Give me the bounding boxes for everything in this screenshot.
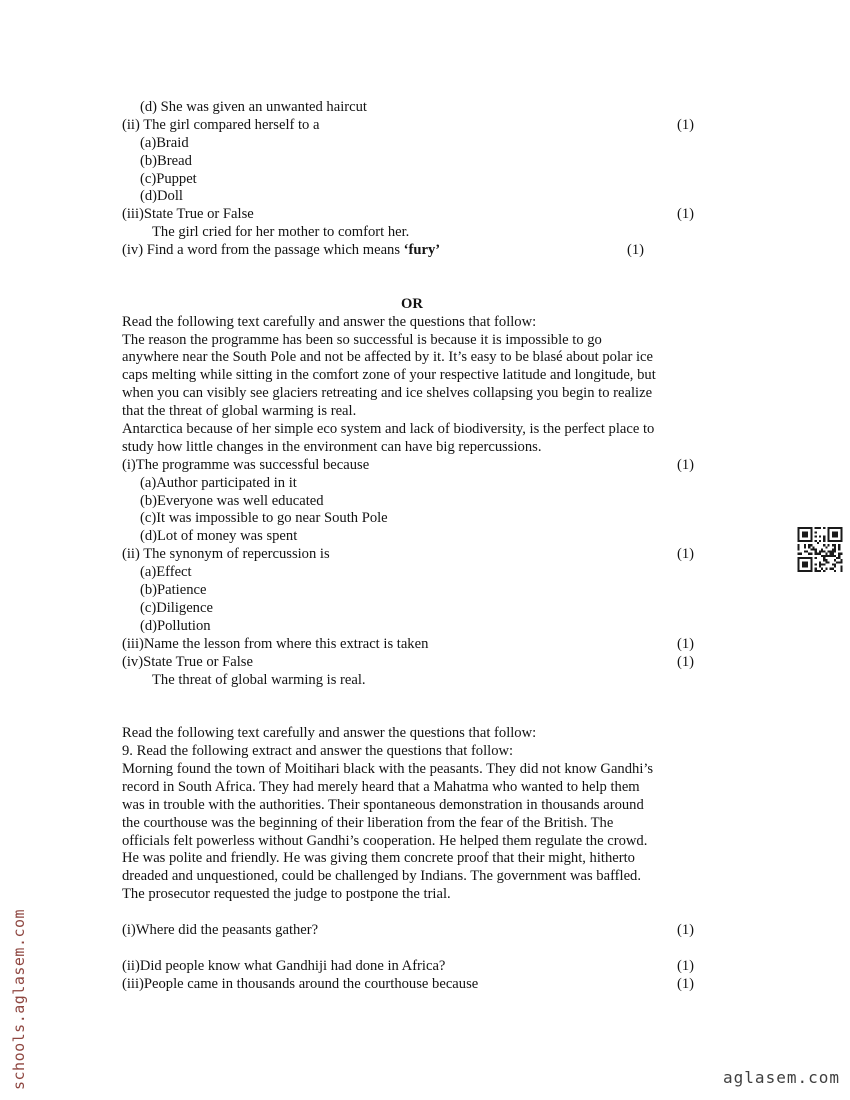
doc-line (122, 475, 702, 493)
doc-line (122, 385, 702, 403)
doc-line-text: (iv)State True or False (122, 653, 253, 670)
doc-line (122, 314, 702, 332)
marks-value: (1) (677, 653, 695, 670)
doc-line-text: The prosecutor requested the judge to postpone the trial. (122, 886, 451, 903)
doc-line-text: He was polite and friendly. He was giving them concrete proof that their might, hitherto (122, 850, 635, 867)
doc-line (122, 171, 702, 189)
doc-line-text: Read the following text carefully and answer the questions that follow: (122, 725, 537, 742)
doc-line-text: was in trouble with the authorities. Their spontaneous demonstration in thousands around (122, 796, 644, 813)
doc-line-text: that the threat of global warming is real. (122, 403, 357, 420)
marks-value: (1) (677, 975, 695, 992)
doc-line-text: when you can visibly see glaciers retreating and ice shelves collapsing you begin to realize (122, 385, 653, 402)
doc-line (122, 332, 702, 350)
doc-line (122, 242, 702, 260)
doc-line (122, 206, 702, 224)
doc-line-text: officials felt powerless without Gandhi’s cooperation. He helped them regulate the crowd. (122, 832, 648, 849)
doc-line-text: (d)Doll (140, 188, 183, 205)
doc-line-text: dreaded and unquestioned, could be challenged by Indians. The government was baffled. (122, 868, 641, 885)
doc-line-text: (ii) The synonym of repercussion is (122, 546, 330, 563)
doc-line (122, 224, 702, 242)
doc-line (122, 403, 702, 421)
doc-line-text: (d)Lot of money was spent (140, 528, 298, 545)
doc-line (122, 135, 702, 153)
doc-line-text: (i)The programme was successful because (122, 456, 370, 473)
doc-line (122, 528, 702, 546)
doc-line (122, 833, 702, 851)
doc-line (122, 672, 702, 690)
doc-line-text: study how little changes in the environment can have big repercussions. (122, 438, 542, 455)
doc-line-text: (c)Puppet (140, 170, 197, 187)
doc-line (122, 546, 702, 564)
doc-line-text: record in South Africa. They had merely heard that a Mahatma who wanted to help them (122, 778, 640, 795)
doc-line-text: caps melting while sitting in the comfort zone of your respective latitude and longitude, but (122, 367, 656, 384)
doc-line-text: 9. Read the following extract and answer the questions that follow: (122, 743, 514, 760)
doc-line-text: the courthouse was the beginning of their liberation from the fear of the British. The (122, 814, 614, 831)
doc-line (122, 510, 702, 528)
doc-line (122, 618, 702, 636)
doc-line-text: The girl cried for her mother to comfort her. (152, 224, 410, 241)
doc-blank-line (122, 940, 702, 958)
doc-line-text: (c)It was impossible to go near South Pole (140, 510, 388, 527)
doc-line-text: The threat of global warming is real. (152, 671, 366, 688)
doc-line (122, 958, 702, 976)
doc-line (122, 815, 702, 833)
doc-line-text: anywhere near the South Pole and not be affected by it. It’s easy to be blasé about polar ice (122, 349, 654, 366)
doc-line (122, 188, 702, 206)
doc-line (122, 153, 702, 171)
doc-line-text: (iii)People came in thousands around the courthouse because (122, 975, 479, 992)
doc-line (122, 117, 702, 135)
doc-line-text: Antarctica because of her simple eco system and lack of biodiversity, is the perfect place to (122, 421, 655, 438)
doc-line (122, 367, 702, 385)
document-body (122, 99, 702, 994)
doc-line-text: (iii)State True or False (122, 206, 254, 223)
doc-line (122, 743, 702, 761)
doc-line (122, 439, 702, 457)
watermark-bottom-right: aglasem.com (723, 1068, 840, 1087)
doc-line-text: (i)Where did the peasants gather? (122, 921, 319, 938)
doc-line (122, 99, 702, 117)
doc-line-text: (iii)Name the lesson from where this extract is taken (122, 635, 429, 652)
doc-line (122, 600, 702, 618)
doc-line (122, 564, 702, 582)
doc-line-text: (d) She was given an unwanted haircut (140, 99, 367, 115)
doc-blank-line (122, 904, 702, 922)
doc-line-text: Read the following text carefully and answer the questions that follow: (122, 313, 537, 330)
qr-code-icon (795, 527, 845, 572)
doc-blank-line (122, 278, 702, 296)
doc-line (122, 349, 702, 367)
marks-value: (1) (677, 921, 695, 938)
doc-line (122, 636, 702, 654)
doc-line (122, 654, 702, 672)
marks-value: (1) (677, 206, 695, 223)
doc-line-text: (a)Braid (140, 134, 189, 151)
marks-value: (1) (677, 957, 695, 974)
doc-line (122, 850, 702, 868)
doc-line-text: (ii)Did people know what Gandhiji had done in Africa? (122, 957, 446, 974)
doc-blank-line (122, 689, 702, 707)
doc-line (122, 976, 702, 994)
doc-line-text: (d)Pollution (140, 617, 211, 634)
watermark-left-vertical: schools.aglasem.com (10, 908, 28, 1090)
doc-line (122, 779, 702, 797)
doc-line (122, 886, 702, 904)
doc-line-text: (iv) Find a word from the passage which means ‘fury’ (122, 242, 441, 259)
doc-line-text: OR (401, 295, 423, 312)
doc-line (122, 868, 702, 886)
doc-line-text: Morning found the town of Moitihari black with the peasants. They did not know Gandhi’s (122, 760, 654, 777)
doc-line-text: (b)Patience (140, 582, 207, 599)
marks-value: (1) (627, 242, 645, 259)
marks-value: (1) (677, 116, 695, 133)
doc-line (122, 421, 702, 439)
doc-line (122, 457, 702, 475)
marks-value: (1) (677, 456, 695, 473)
doc-blank-line (122, 260, 702, 278)
doc-line-text: (b)Everyone was well educated (140, 492, 324, 509)
doc-line-text: (ii) The girl compared herself to a (122, 116, 320, 133)
doc-line (122, 761, 702, 779)
doc-line (122, 582, 702, 600)
doc-line-text: (b)Bread (140, 152, 192, 169)
doc-line-text: The reason the programme has been so successful is because it is impossible to go (122, 331, 602, 348)
doc-line (122, 797, 702, 815)
doc-line (122, 296, 702, 314)
marks-value: (1) (677, 546, 695, 563)
doc-line-text: (c)Diligence (140, 599, 213, 616)
doc-line-text: (a)Author participated in it (140, 474, 297, 491)
doc-line (122, 922, 702, 940)
marks-value: (1) (677, 635, 695, 652)
doc-line (122, 725, 702, 743)
doc-blank-line (122, 707, 702, 725)
doc-line-text: (a)Effect (140, 564, 192, 581)
doc-line (122, 493, 702, 511)
